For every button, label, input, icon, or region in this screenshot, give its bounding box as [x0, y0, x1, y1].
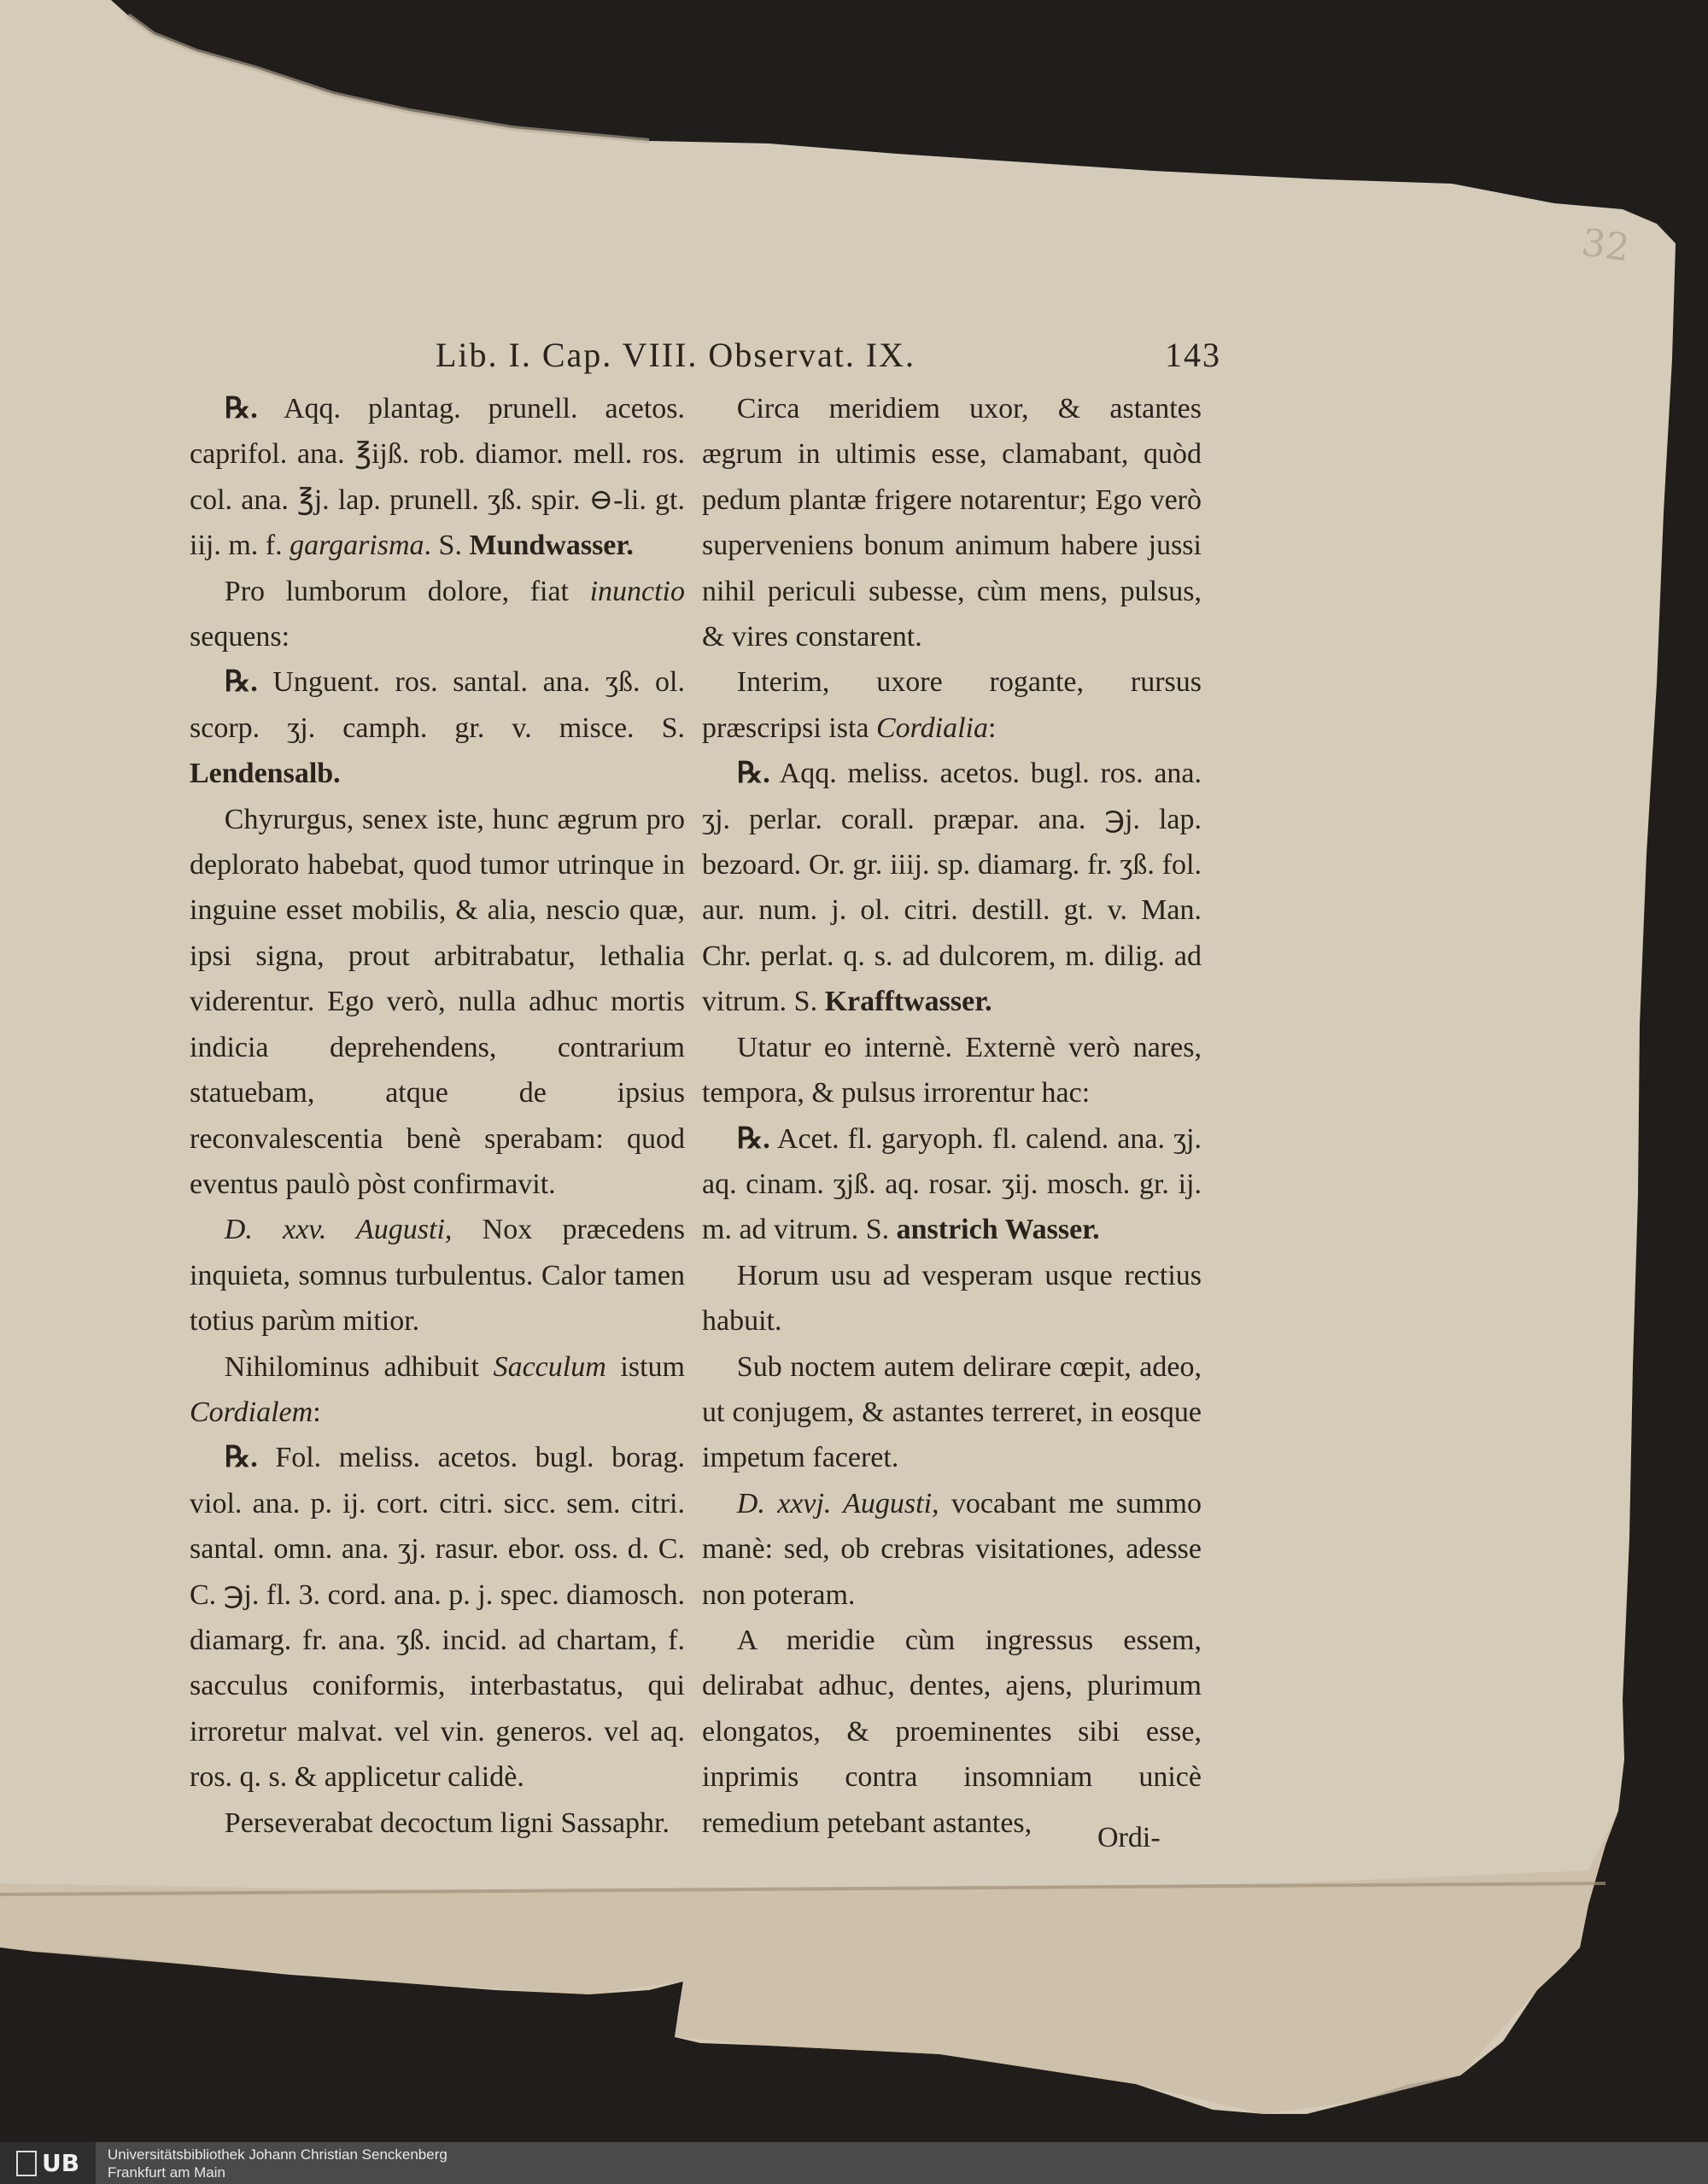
paragraph: Nihilominus adhibuit Sacculum istum Cordialem:: [190, 1350, 685, 1428]
paragraph: Sub noctem autem delirare cœpit, adeo, ut conjugem, & astantes terreret, in eosque impetum faceret.: [702, 1350, 1202, 1474]
paragraph: Chyrurgus, senex iste, hunc ægrum pro deplorato habebat, quod tumor utrinque in inguine esset mobilis, & alia, nescio quæ, ipsi signa, prout arbitrabatur, lethalia viderentur. Ego verò, nulla adhuc mortis indicia deprehendens, contrarium statuebam, atque de ipsius reconvalescentia benè sperabam: quod eventus paulò pòst confirmavit.: [190, 803, 685, 1200]
library-name: [108, 2146, 447, 2181]
library-footer-bar: [0, 2142, 1708, 2184]
paragraph: Circa meridiem uxor, & astantes ægrum in ultimis esse, clamabant, quòd pedum plantæ frigere notarentur; Ego verò superveniens bonum animum habere jussi nihil periculi subesse, cùm mens, pulsus, & vires constarent.: [702, 393, 1202, 653]
library-name-line2: Frankfurt am Main: [108, 2164, 225, 2181]
page-number: 143: [1165, 336, 1221, 374]
paragraph: D. xxv. Augusti, Nox præcedens inquieta, somnus turbulentus. Calor tamen totius parùm mitior.: [190, 1214, 685, 1338]
ub-logo-text: UB: [41, 2149, 80, 2177]
paragraph: ℞. Unguent. ros. santal. ana. ʒß. ol. scorp. ʒj. camph. gr. v. misce. S. Lendensalb.: [190, 666, 685, 790]
ub-logo: [0, 2142, 96, 2184]
catchword: Ordi-: [1097, 1822, 1161, 1853]
paragraph: Utatur eo internè. Externè verò nares, tempora, & pulsus irrorentur hac:: [702, 1031, 1202, 1110]
paragraph: Pro lumborum dolore, fiat inunctio sequens:: [190, 575, 685, 653]
paragraph: A meridie cùm ingressus essem, delirabat adhuc, dentes, ajens, plurimum elongatos, & proeminentes sibi esse, inprimis contra insomniam unicè remedium petebant astantes,: [702, 1624, 1202, 1839]
paragraph: ℞. Acet. fl. garyoph. fl. calend. ana. ʒj. aq. cinam. ʒjß. aq. rosar. ʒij. mosch. gr. ij. m. ad vitrum. S. anstrich Wasser.: [702, 1122, 1202, 1246]
paragraph: ℞. Aqq. plantag. prunell. acetos. caprifol. ana. ℥ijß. rob. diamor. mell. ros. col. ana. ℥j. lap. prunell. ʒß. spir. ⊖-li. gt. iij. m. f. gargarisma. S. Mundwasser.: [190, 393, 685, 562]
right-text-column: [702, 386, 1202, 1839]
pencil-folio-note: 32: [1578, 220, 1633, 271]
running-header: [436, 335, 1221, 386]
library-name-line1: Universitätsbibliothek Johann Christian Senckenberg: [108, 2146, 447, 2163]
left-text-column: [190, 386, 685, 1839]
paragraph: D. xxvj. Augusti, vocabant me summo manè: sed, ob crebras visitationes, adesse non poteram.: [702, 1487, 1202, 1611]
paragraph: Perseverabat decoctum ligni Sassaphr.: [224, 1806, 670, 1839]
paragraph: ℞. Fol. meliss. acetos. bugl. borag. viol. ana. p. ij. cort. citri. sicc. sem. citri. santal. omn. ana. ʒj. rasur. ebor. oss. d. C. C. ℈j. fl. 3. cord. ana. p. j. spec. diamosch. diamarg. fr. ana. ʒß. incid. ad chartam, f. sacculus coniformis, interbastatus, qui irroretur malvat. vel vin. generos. vel aq. ros. q. s. & applicetur calidè.: [190, 1442, 685, 1794]
ub-logo-mark-icon: [16, 2151, 37, 2176]
paragraph: Interim, uxore rogante, rursus præscripsi ista Cordialia:: [702, 666, 1202, 744]
paragraph: Horum usu ad vesperam usque rectius habuit.: [702, 1259, 1202, 1338]
paragraph: ℞. Aqq. meliss. acetos. bugl. ros. ana. ʒj. perlar. corall. præpar. ana. ℈j. lap. bezoard. Or. gr. iiij. sp. diamarg. fr. ʒß. fol. aur. num. j. ol. citri. destill. gt. v. Man. Chr. perlat. q. s. ad dulcorem, m. dilig. ad vitrum. S. Krafftwasser.: [702, 758, 1202, 1018]
running-head-title: Lib. I. Cap. VIII. Observat. IX.: [436, 336, 916, 374]
